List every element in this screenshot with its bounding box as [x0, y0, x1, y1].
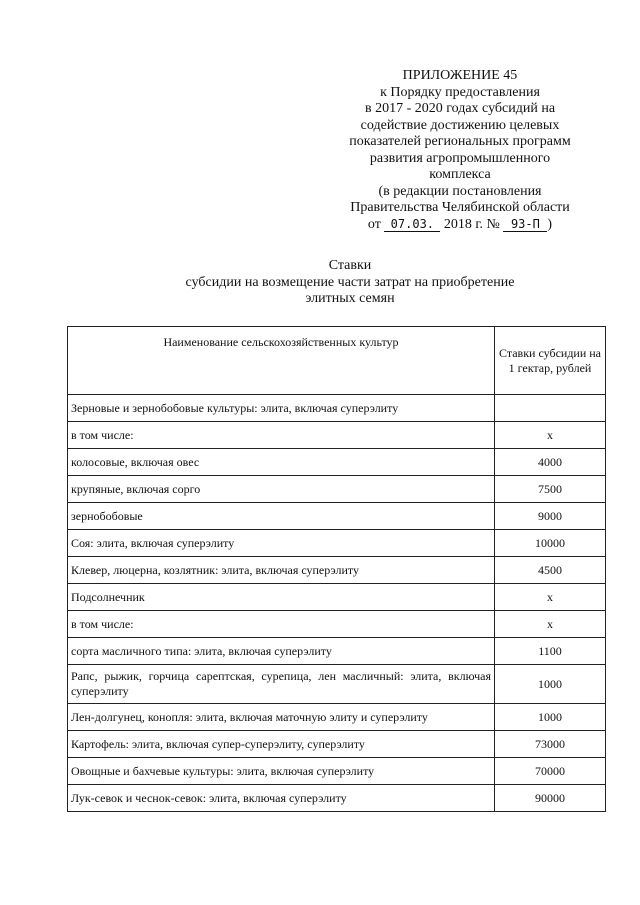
- rate-value: 70000: [495, 758, 606, 785]
- header-line: к Порядку предоставления: [380, 84, 540, 100]
- rate-header: Ставки субсидии на 1 гектар, рублей: [495, 327, 606, 395]
- rate-value: 4000: [495, 449, 606, 476]
- table-row: [68, 611, 606, 638]
- rate-value: х: [495, 422, 606, 449]
- rate-value: 9000: [495, 503, 606, 530]
- table-header-row: [68, 327, 606, 395]
- document-title: [160, 258, 540, 308]
- table-row: [68, 758, 606, 785]
- crop-name: Рапс, рыжик, горчица сарептская, сурепица, лен масличный: элита, включая суперэлиту: [68, 665, 495, 704]
- table-row: [68, 785, 606, 812]
- header-line: Правительства Челябинской области: [350, 200, 570, 215]
- table-row: [68, 422, 606, 449]
- rate-value: 1100: [495, 638, 606, 665]
- crop-name: Лен-долгунец, конопля: элита, включая маточную элиту и суперэлиту: [68, 704, 495, 731]
- header-line: в 2017 - 2020 годах субсидий на: [364, 101, 556, 116]
- header-line: комплекса: [429, 167, 491, 182]
- table-row: [68, 395, 606, 422]
- crop-name: Клевер, люцерна, козлятник: элита, включая суперэлиту: [68, 557, 495, 584]
- rate-value: 1000: [495, 704, 606, 731]
- header-line: показателей региональных программ: [349, 134, 571, 149]
- crop-name: в том числе:: [68, 422, 495, 449]
- crop-name: Лук-севок и чеснок-севок: элита, включая суперэлиту: [68, 785, 495, 812]
- crop-name: сорта масличного типа: элита, включая суперэлиту: [68, 638, 495, 665]
- table-row: [68, 704, 606, 731]
- rate-value: х: [495, 584, 606, 611]
- handwritten-date: 07.03.: [384, 218, 440, 232]
- table-row: [68, 530, 606, 557]
- header-line: содействие достижению целевых: [360, 117, 560, 133]
- title-line: субсидии на возмещение части затрат на приобретение: [185, 274, 515, 290]
- table-row: [68, 731, 606, 758]
- rate-value: 10000: [495, 530, 606, 557]
- crop-name: в том числе:: [68, 611, 495, 638]
- table-row: [68, 503, 606, 530]
- table-row: [68, 557, 606, 584]
- crop-name: Зерновые и зернобобовые культуры: элита, включая суперэлиту: [68, 395, 495, 422]
- crop-name: Овощные и бахчевые культуры: элита, включая суперэлиту: [68, 758, 495, 785]
- rate-value: 7500: [495, 476, 606, 503]
- crop-name: Соя: элита, включая суперэлиту: [68, 530, 495, 557]
- appendix-title: ПРИЛОЖЕНИЕ 45: [402, 68, 518, 83]
- header-line: развития агропромышленного: [369, 150, 551, 166]
- crop-name: Подсолнечник: [68, 584, 495, 611]
- header-line: (в редакции постановления: [378, 183, 542, 199]
- rate-value: 4500: [495, 557, 606, 584]
- title-line: элитных семян: [305, 291, 395, 306]
- table-row: [68, 584, 606, 611]
- appendix-header: [330, 68, 590, 233]
- date-prefix: от: [367, 216, 381, 232]
- rate-value: 73000: [495, 731, 606, 758]
- rate-value: 1000: [495, 665, 606, 704]
- crop-name-header: Наименование сельскохозяйственных культур: [68, 327, 495, 395]
- rate-value: х: [495, 611, 606, 638]
- title-line: Ставки: [328, 258, 372, 273]
- closing-paren: ): [547, 216, 553, 232]
- subsidy-rates-table: [67, 326, 606, 812]
- crop-name: крупяные, включая сорго: [68, 476, 495, 503]
- crop-name: Картофель: элита, включая супер-суперэлиту, суперэлиту: [68, 731, 495, 758]
- year-text: 2018 г. №: [443, 216, 500, 232]
- resolution-date-line: [330, 217, 590, 234]
- table-row: [68, 476, 606, 503]
- handwritten-number: 93-П: [503, 218, 547, 232]
- crop-name: зернобобовые: [68, 503, 495, 530]
- rate-value: [495, 395, 606, 422]
- table-row: [68, 449, 606, 476]
- table-row: [68, 638, 606, 665]
- crop-name: колосовые, включая овес: [68, 449, 495, 476]
- rate-value: 90000: [495, 785, 606, 812]
- table-row: [68, 665, 606, 704]
